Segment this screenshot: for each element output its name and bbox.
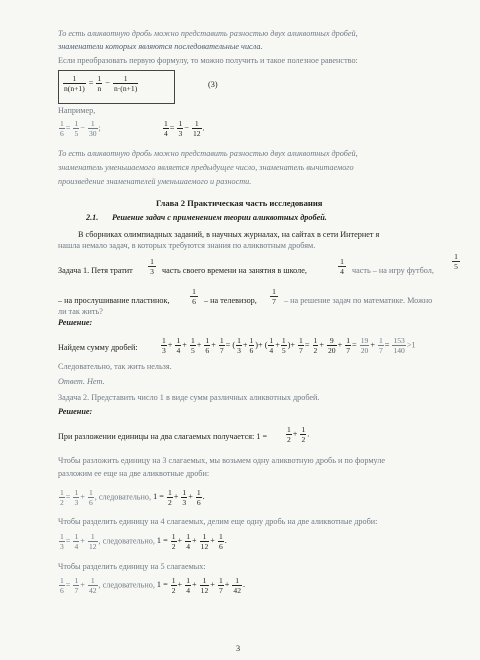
task1-frac-5: 1 7 [270,287,278,306]
page-number: 3 [236,644,241,653]
task1-frac-1: 1 3 [148,257,156,276]
task2-solution-label: Решение: [58,407,93,416]
task1-conclusion: Следовательно, так жить нельзя. [58,362,172,371]
task1-text-f: – на решение задач по математике. Можно [284,296,433,305]
section-title: Решение задач с применением теории аликвотных дробей. [112,213,327,222]
intro-line1: В сборниках олимпиадных заданий, в научных журналах, на сайтах в сети Интернет я [78,230,380,239]
task1-text-a: Задача 1. Петя тратит [58,266,133,275]
example-heading: Например, [58,106,96,115]
task2-three-line2: разложим ее еще на две аликвотные дроби: [58,469,210,478]
task2-three-eq: $\frac{1}{2}$ = $\frac{1}{3}$ + $\frac{1}{6}$ , следовательно, 1 = $\frac{1}{2}$ + $\frac{1}{3}$ + $\frac{1}{6}$ . [60,488,205,507]
task2-four-eq: $\frac{1}{3}$ = $\frac{1}{4}$ + $\frac{1}{12}$ , следовательно, 1 = $\frac{1}{2}$ + $\frac{1}{4}$ + $\frac{1}{12}$ + $\frac{1}{6}$ . [60,532,227,551]
intro-line2: нашла немало задач, в которых требуются знания по аликвотным дробям. [58,241,316,250]
task1-frac-2: 1 4 [338,257,346,276]
task1-text-g: ли так жить? [58,307,103,316]
task2-text: Задача 2. Представить число 1 в виде сумм различных аликвотных дробей. [58,393,320,402]
task2-two-terms: При разложении единицы на два слагаемых получается: 1 = [58,432,268,441]
task1-sum-text: Найдем сумму дробей: [58,343,138,352]
example-1: $\frac{1}{6}$ = $\frac{1}{5}$ − $\frac{1}{30}$ ; [60,119,101,138]
task1-solution-label: Решение: [58,318,93,327]
para1-line1: То есть аликвотную дробь можно представить разностью двух аликвотных дробей, [58,29,358,38]
task2-three-line1: Чтобы разложить единицу на 3 слагаемых, мы возьмем одну аликвотную дробь и по формуле [58,456,385,465]
frac-a: $\frac{1}{n}$ [97,74,102,93]
task1-sum: $\frac{1}{3}$ + $\frac{1}{4}$ + $\frac{1}{5}$ + $\frac{1}{6}$ + $\frac{1}{7}$ = ( $\frac{1}{3}$ + $\frac{1}{6}$ )+ ( $\frac{1}{4}$ + $\frac{1}{5}$ )+ $\frac{1}{7}$ = $\frac{1}{2}$ + $\frac{9}{20}$ + $\frac{1}{7}$ = $\frac{19}{20}$ + $\frac{1}{7}$ = $\frac{153}{140}$ >1 [162,336,416,355]
task2-four-line: Чтобы разделить единицу на 4 слагаемых, делим еще одну дробь на две аликвотные дроби: [58,517,378,526]
formula-label: (3) [208,80,218,89]
task1-text-d: – на прослушивание пластинок, [58,296,170,305]
para1-line3: Если преобразовать первую формулу, то можно получить и такое полезное равенство: [58,56,358,65]
para2-line2: знаменатель уменьшаемого является предыдущее число, знаменатель вычитаемого [58,163,354,172]
para2-line3: произведение знаменателей уменьшаемого и разности. [58,177,252,186]
task2-five-eq: $\frac{1}{6}$ = $\frac{1}{7}$ + $\frac{1}{42}$ , следовательно, 1 = $\frac{1}{2}$ + $\frac{1}{4}$ + $\frac{1}{12}$ + $\frac{1}{7}$ + $\frac{1}{42}$ . [60,576,246,595]
frac-lhs: $\frac{1}{n(n+1)}$ [64,74,85,93]
para1-line2: знаменатели которых являются последовательные числа. [58,42,263,51]
para2-line1: То есть аликвотную дробь можно представить разностью двух аликвотных дробей, [58,149,358,158]
task1-text-e: – на телевизор, [204,296,257,305]
task1-text-b: часть своего времени на занятия в школе, [162,266,307,275]
task2-five-line: Чтобы разделить единицу на 5 слагаемых: [58,562,206,571]
task2-two-frac: $\frac{1}{2}$ + $\frac{1}{2}$ . [287,425,310,444]
task1-frac-4: 1 6 [190,287,198,306]
section-number: 2.1. [86,213,99,222]
frac-b: $\frac{1}{n\cdot(n+1)}$ [113,74,138,93]
task1-frac-3: 1 5 [452,252,460,271]
task1-text-c: часть – на игру футбол, [352,266,434,275]
formula-3: $\frac{1}{n(n+1)}$ = $\frac{1}{n}$ − $\frac{1}{n\cdot(n+1)}$ [64,74,138,93]
chapter-title: Глава 2 Практическая часть исследования [156,198,323,208]
example-2: $\frac{1}{4}$ = $\frac{1}{3}$ − $\frac{1}{12}$ . [164,119,205,138]
task1-answer: Ответ. Нет. [58,377,105,386]
